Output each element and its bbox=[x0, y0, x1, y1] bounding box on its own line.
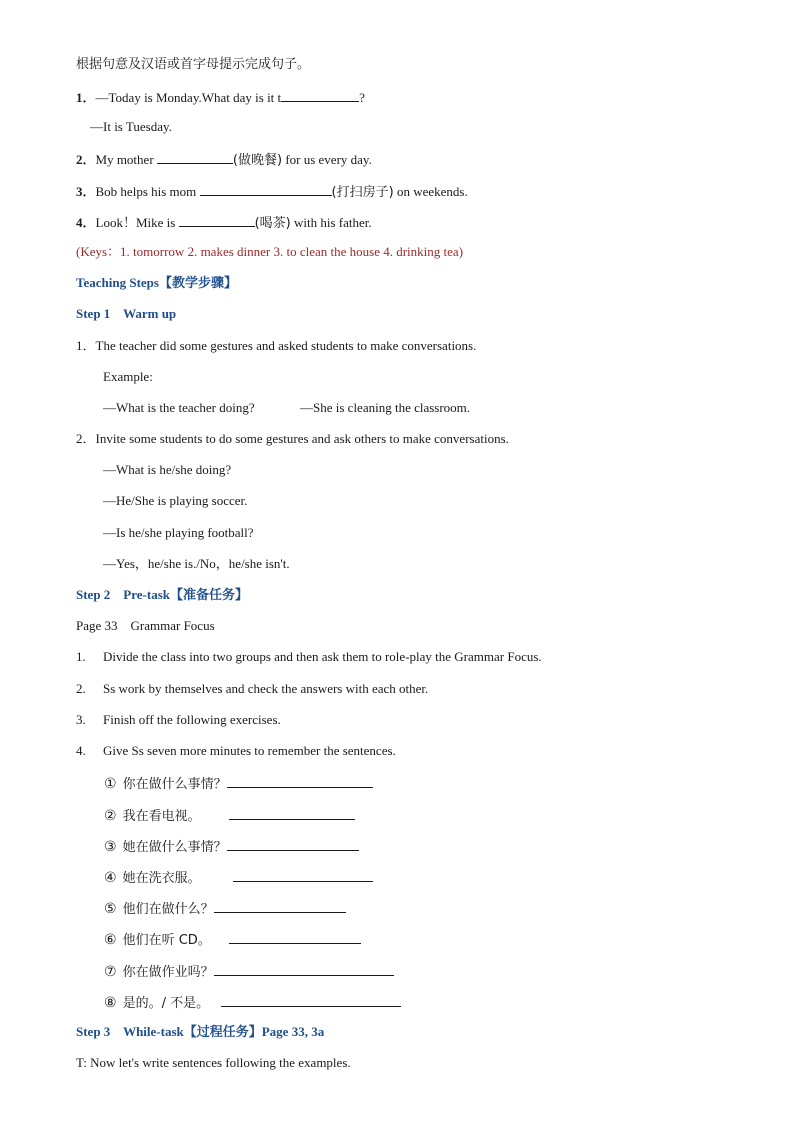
question-1 bbox=[76, 88, 365, 106]
exercise-prompt: 他们在听 CD。 bbox=[122, 933, 211, 948]
dialogue-line-3: —Is he/she playing football? bbox=[103, 525, 254, 540]
question-number: 1． bbox=[76, 90, 96, 105]
circled-number: ⑤ bbox=[104, 901, 117, 917]
step1-item-2: 2．Invite some students to do some gestures and ask others to make conversations. bbox=[76, 431, 509, 446]
question-text: My mother bbox=[95, 152, 157, 167]
list-text: Ss work by themselves and check the answers with each other. bbox=[103, 681, 429, 696]
step1-item-1: 1．The teacher did some gestures and asked students to make conversations. bbox=[76, 338, 477, 353]
question-number: 2． bbox=[76, 152, 96, 167]
question-text: for us every day. bbox=[282, 152, 372, 167]
question-number: 4． bbox=[76, 215, 96, 230]
list-text: Finish off the following exercises. bbox=[103, 712, 281, 727]
step1-heading: Step 1 Warm up bbox=[76, 306, 177, 321]
example-label: Example: bbox=[103, 369, 153, 384]
list-number: 2. bbox=[76, 681, 86, 696]
intro-instruction: 根据句意及汉语或首字母提示完成句子。 bbox=[76, 57, 311, 72]
exercise-prompt: 她在做什么事情？ bbox=[122, 840, 227, 855]
dialogue-line-2: —He/She is playing soccer. bbox=[103, 493, 248, 508]
question-text: Bob helps his mom bbox=[95, 184, 200, 199]
step2-list-item bbox=[76, 743, 396, 759]
question-2 bbox=[76, 150, 372, 169]
dialogue-line-4: —Yes，he/she is./No，he/she isn't. bbox=[103, 556, 290, 571]
question-4 bbox=[76, 213, 372, 232]
answer-blank[interactable] bbox=[157, 150, 233, 164]
question-text: on weekends. bbox=[393, 184, 468, 199]
answer-blank[interactable] bbox=[200, 182, 332, 196]
circled-number: ⑦ bbox=[104, 964, 117, 980]
circled-number: ③ bbox=[104, 839, 117, 855]
exercise-item bbox=[104, 868, 373, 887]
list-text: Divide the class into two groups and then ask them to role-play the Grammar Focus. bbox=[103, 649, 542, 664]
exercise-item bbox=[104, 930, 361, 949]
exercise-item bbox=[104, 899, 346, 918]
dialogue-line-1: —What is he/she doing? bbox=[103, 462, 232, 477]
step3-heading: Step 3 While-task【过程任务】Page 33, 3a bbox=[76, 1024, 325, 1039]
step2-list-item bbox=[76, 649, 542, 665]
answer-blank[interactable] bbox=[179, 213, 255, 227]
exercise-prompt: 他们在做什么？ bbox=[122, 902, 214, 917]
answer-blank[interactable] bbox=[214, 899, 346, 913]
exercise-item bbox=[104, 774, 373, 793]
answer-blank[interactable] bbox=[221, 993, 401, 1007]
question-1-answer: —It is Tuesday. bbox=[90, 119, 172, 134]
answer-blank[interactable] bbox=[214, 962, 394, 976]
teaching-steps-heading: Teaching Steps【教学步骤】 bbox=[76, 275, 237, 290]
circled-number: ① bbox=[104, 776, 117, 792]
step2-list-item bbox=[76, 681, 428, 697]
question-text: Look！Mike is bbox=[95, 215, 179, 230]
question-3 bbox=[76, 182, 468, 201]
step2-heading: Step 2 Pre-task【准备任务】 bbox=[76, 587, 249, 602]
answer-blank[interactable] bbox=[233, 868, 373, 882]
exercise-item bbox=[104, 837, 359, 856]
circled-number: ④ bbox=[104, 870, 117, 886]
exercise-prompt: 我在看电视。 bbox=[122, 809, 201, 824]
answer-blank[interactable] bbox=[227, 774, 373, 788]
question-text: with his father. bbox=[290, 215, 372, 230]
circled-number: ⑧ bbox=[104, 995, 117, 1011]
example-question: —What is the teacher doing? bbox=[103, 400, 255, 415]
circled-number: ② bbox=[104, 808, 117, 824]
question-end: ? bbox=[359, 90, 365, 105]
circled-number: ⑥ bbox=[104, 932, 117, 948]
list-number: 3. bbox=[76, 712, 86, 727]
chinese-hint: (打扫房子) bbox=[331, 185, 394, 200]
exercise-item bbox=[104, 962, 394, 981]
answer-blank[interactable] bbox=[281, 88, 359, 102]
chinese-hint: (做晚餐) bbox=[232, 153, 283, 168]
question-text: —Today is Monday.What day is it t bbox=[95, 90, 282, 105]
exercise-item bbox=[104, 993, 401, 1012]
list-number: 4. bbox=[76, 743, 86, 758]
list-text: Give Ss seven more minutes to remember the sentences. bbox=[103, 743, 396, 758]
example-answer: —She is cleaning the classroom. bbox=[300, 400, 471, 415]
answer-keys: (Keys：1. tomorrow 2. makes dinner 3. to clean the house 4. drinking tea) bbox=[76, 244, 464, 259]
step3-instruction: T: Now let's write sentences following the examples. bbox=[76, 1055, 351, 1070]
question-number: 3． bbox=[76, 184, 96, 199]
page-reference: Page 33 Grammar Focus bbox=[76, 618, 215, 633]
exercise-item bbox=[104, 806, 355, 825]
answer-blank[interactable] bbox=[229, 806, 355, 820]
answer-blank[interactable] bbox=[227, 837, 359, 851]
step2-list-item bbox=[76, 712, 281, 728]
answer-blank[interactable] bbox=[229, 930, 361, 944]
exercise-prompt: 是的。/ 不是。 bbox=[122, 996, 210, 1011]
list-number: 1. bbox=[76, 649, 86, 664]
exercise-prompt: 她在洗衣服。 bbox=[122, 871, 201, 886]
chinese-hint: (喝茶) bbox=[254, 216, 291, 231]
exercise-prompt: 你在做什么事情？ bbox=[122, 777, 227, 792]
exercise-prompt: 你在做作业吗？ bbox=[122, 965, 214, 980]
